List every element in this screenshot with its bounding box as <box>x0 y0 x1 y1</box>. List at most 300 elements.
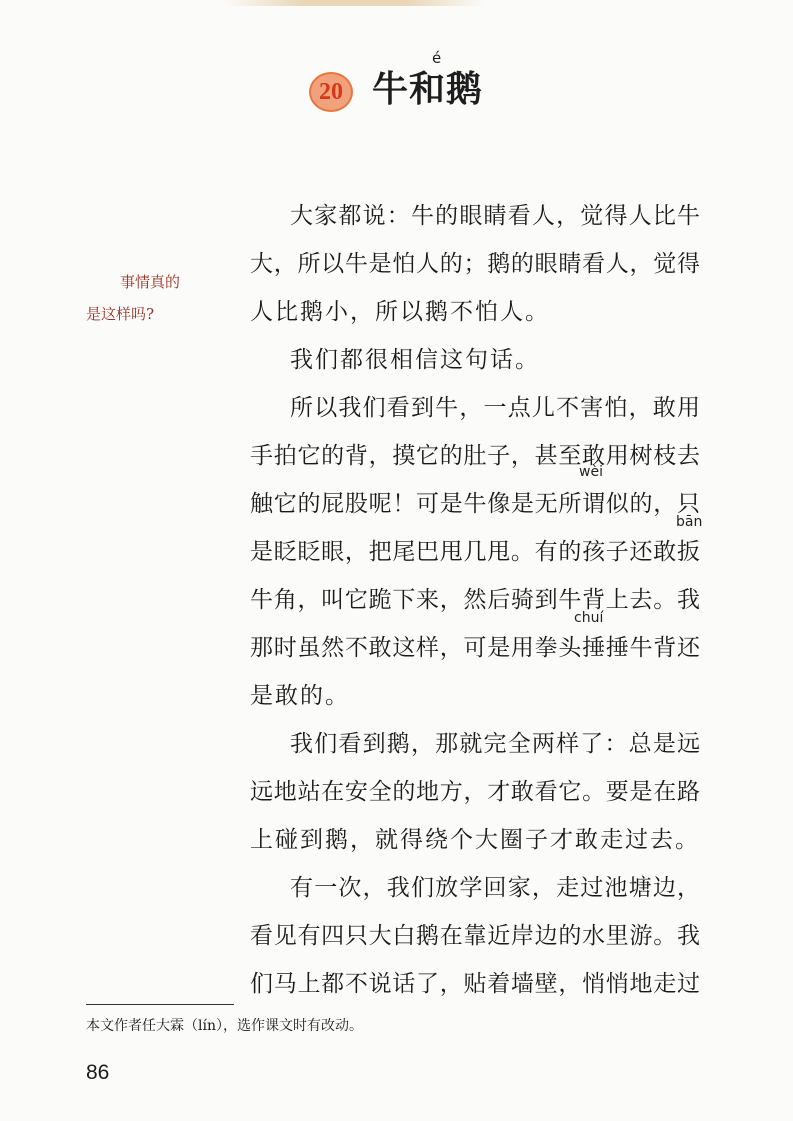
body-char: 后 <box>487 587 511 613</box>
body-char: 敢 <box>653 539 677 565</box>
body-char: 扳 <box>676 539 700 565</box>
body-char: 眼 <box>534 251 558 277</box>
body-char: 背 <box>344 443 368 469</box>
body-char: 的 <box>558 539 582 565</box>
body-char: 那 <box>250 635 273 661</box>
body-char: 里 <box>605 923 629 949</box>
body-char: 去 <box>629 587 653 613</box>
body-char: 有 <box>297 923 321 949</box>
body-char: 鹅 <box>325 827 348 853</box>
body-char: 说 <box>368 971 392 997</box>
pinyin-ban: bān <box>676 514 703 530</box>
body-char: 学 <box>459 875 483 901</box>
lesson-header <box>0 0 793 160</box>
body-char: 边 <box>534 923 558 949</box>
body-char: 到 <box>362 731 386 757</box>
body-char: 背 <box>582 587 606 613</box>
body-char: 游 <box>629 923 653 949</box>
body-char: 这 <box>440 347 463 373</box>
body-char: 把 <box>368 539 392 565</box>
body-char: 是 <box>510 491 534 517</box>
body-char: 得 <box>400 827 423 853</box>
body-char: 牛 <box>344 251 368 277</box>
body-char: 家 <box>314 203 338 229</box>
body-char: 只 <box>344 923 368 949</box>
body-char: 摸 <box>392 443 416 469</box>
body-line <box>250 918 700 954</box>
body-char: 方 <box>439 779 463 805</box>
body-char: 尾 <box>392 539 416 565</box>
body-char: 。 <box>510 539 534 565</box>
body-char: 屁 <box>321 491 345 517</box>
body-char: 回 <box>483 875 507 901</box>
body-char: 才 <box>487 779 511 805</box>
body-char: 叫 <box>321 587 345 613</box>
body-char: ： <box>604 731 628 757</box>
body-char: 走 <box>556 875 580 901</box>
body-char: 大 <box>290 203 313 229</box>
body-char: 家 <box>507 875 531 901</box>
body-char: 去 <box>650 827 673 853</box>
body-char: 远 <box>677 731 700 757</box>
body-char: 上 <box>605 587 629 613</box>
body-char: 是 <box>629 779 653 805</box>
body-char: 是 <box>487 635 511 661</box>
body-char: 看 <box>338 731 362 757</box>
body-char: 敢 <box>510 779 534 805</box>
body-char: 大 <box>250 251 273 277</box>
body-char: 鹅 <box>386 731 410 757</box>
body-char: 句 <box>465 347 488 373</box>
body-char: 呢 <box>368 491 392 517</box>
body-line <box>250 534 700 570</box>
body-char: 小 <box>325 299 348 325</box>
body-char: 是 <box>368 251 392 277</box>
body-char: 全 <box>507 731 531 757</box>
body-char: 看 <box>250 923 273 949</box>
body-char: 地 <box>273 779 297 805</box>
title-pinyin: é <box>432 49 442 67</box>
body-char: 着 <box>487 971 511 997</box>
body-char: 觉 <box>653 251 677 277</box>
body-char: 悄 <box>582 971 606 997</box>
body-char: 白 <box>392 923 416 949</box>
body-char: ， <box>368 443 392 469</box>
body-char: ， <box>653 491 677 517</box>
body-char: ， <box>439 635 463 661</box>
body-char: 样 <box>556 731 580 757</box>
body-char: ， <box>297 587 321 613</box>
body-char: 人 <box>250 299 273 325</box>
body-char: 碰 <box>275 827 298 853</box>
body-char: 鹅 <box>300 299 323 325</box>
body-char: 都 <box>321 971 345 997</box>
body-char: 安 <box>344 779 368 805</box>
body-char: 一 <box>314 875 338 901</box>
body-char: 次 <box>338 875 362 901</box>
body-line <box>250 822 700 858</box>
body-char: 过 <box>625 827 648 853</box>
body-char: 过 <box>676 971 700 997</box>
body-char: 虽 <box>297 635 321 661</box>
body-char: 比 <box>652 203 676 229</box>
body-char: ， <box>362 875 386 901</box>
body-char: 路 <box>676 779 700 805</box>
body-line <box>290 726 700 762</box>
body-char: ， <box>510 443 534 469</box>
body-char: 一 <box>483 395 507 421</box>
body-char: 手 <box>250 443 273 469</box>
body-char: 看 <box>534 779 558 805</box>
body-char: 远 <box>250 779 273 805</box>
body-char: 牛 <box>250 587 273 613</box>
body-char: 看 <box>386 395 410 421</box>
body-char: 它 <box>416 443 440 469</box>
body-char: 近 <box>487 923 511 949</box>
body-char: 以 <box>314 395 338 421</box>
body-char: 话 <box>490 347 513 373</box>
body-char: 不 <box>344 971 368 997</box>
body-char: 上 <box>250 827 273 853</box>
body-char: 谓 <box>582 491 606 517</box>
body-char: 就 <box>375 827 398 853</box>
body-char: 睛 <box>558 251 582 277</box>
body-char: ， <box>556 203 580 229</box>
body-char: 肚 <box>463 443 487 469</box>
body-char: 的 <box>321 443 345 469</box>
body-char: 几 <box>463 539 487 565</box>
body-char: 触 <box>250 491 273 517</box>
body-char: 信 <box>415 347 438 373</box>
body-char: ； <box>463 251 487 277</box>
body-char: 大 <box>475 827 498 853</box>
body-char: 子 <box>487 443 511 469</box>
body-line <box>250 966 700 1002</box>
body-char: 到 <box>300 827 323 853</box>
body-char: 不 <box>556 395 580 421</box>
body-char: 用 <box>605 443 629 469</box>
body-char: 鹅 <box>425 299 448 325</box>
body-char: 地 <box>629 971 653 997</box>
body-char: 牛 <box>558 587 582 613</box>
body-line <box>290 390 700 426</box>
body-char: ： <box>386 203 410 229</box>
margin-note-line-2: 是这样吗? <box>86 305 155 323</box>
body-char: ， <box>531 875 555 901</box>
body-char: 它 <box>344 587 368 613</box>
body-char: 子 <box>605 539 629 565</box>
body-char: 敢 <box>652 395 676 421</box>
body-char: 无 <box>534 491 558 517</box>
body-char: 们 <box>362 395 386 421</box>
body-char: 总 <box>628 731 652 757</box>
body-char: ， <box>558 971 582 997</box>
body-char: 放 <box>435 875 459 901</box>
body-char: 子 <box>525 827 548 853</box>
body-char: 到 <box>410 395 434 421</box>
body-char: 上 <box>297 971 321 997</box>
body-char: 人 <box>500 299 523 325</box>
body-char: 牛 <box>677 203 700 229</box>
body-char: ， <box>628 395 652 421</box>
body-char: 贴 <box>463 971 487 997</box>
body-char: 很 <box>365 347 388 373</box>
body-char: 个 <box>450 827 473 853</box>
body-char: 拍 <box>273 443 297 469</box>
body-char: 所 <box>558 491 582 517</box>
body-char: 可 <box>463 635 487 661</box>
body-char: ， <box>344 539 368 565</box>
body-char: 怕 <box>604 395 628 421</box>
body-line <box>250 438 700 474</box>
body-char: 敢 <box>582 443 606 469</box>
body-char: 觉 <box>580 203 604 229</box>
body-char: 们 <box>410 875 434 901</box>
body-char: 的 <box>558 923 582 949</box>
body-line <box>250 294 700 330</box>
body-char: ， <box>273 251 297 277</box>
body-char: 有 <box>290 875 313 901</box>
body-char: 马 <box>273 971 297 997</box>
body-char: 有 <box>534 539 558 565</box>
body-char: 头 <box>558 635 582 661</box>
body-char: 人 <box>628 203 652 229</box>
body-char: 以 <box>321 251 345 277</box>
body-char: 鹅 <box>487 251 511 277</box>
body-char: 看 <box>582 251 606 277</box>
body-char: 可 <box>416 491 440 517</box>
body-char: 敢 <box>368 635 392 661</box>
body-char: 跪 <box>368 587 392 613</box>
body-char: 大 <box>368 923 392 949</box>
body-line <box>250 630 700 666</box>
body-char: ， <box>439 587 463 613</box>
body-char: 点 <box>507 395 531 421</box>
body-char: 的 <box>392 779 416 805</box>
body-char: 壁 <box>534 971 558 997</box>
body-line <box>250 582 700 618</box>
body-char: 到 <box>534 587 558 613</box>
body-char: 说 <box>362 203 386 229</box>
body-char: 样 <box>416 635 440 661</box>
body-char: 。 <box>653 923 677 949</box>
body-line <box>290 342 700 378</box>
body-char: 我 <box>338 395 362 421</box>
body-char: 甩 <box>439 539 463 565</box>
body-char: 要 <box>605 779 629 805</box>
body-char: 岸 <box>510 923 534 949</box>
body-char: 用 <box>510 635 534 661</box>
body-char: 用 <box>677 395 700 421</box>
body-line <box>250 678 700 714</box>
body-char: 过 <box>580 875 604 901</box>
body-char: 像 <box>487 491 511 517</box>
body-char: 人 <box>531 203 555 229</box>
body-char: ， <box>350 299 373 325</box>
body-char: 眼 <box>321 539 345 565</box>
body-char: 枝 <box>653 443 677 469</box>
body-char: 我 <box>676 923 700 949</box>
body-char: 不 <box>344 635 368 661</box>
body-char: 全 <box>368 779 392 805</box>
body-char: 水 <box>582 923 606 949</box>
body-char: 眨 <box>273 539 297 565</box>
body-char: 我 <box>676 587 700 613</box>
body-char: 只 <box>676 491 700 517</box>
body-char: 的 <box>510 251 534 277</box>
body-char: 走 <box>653 971 677 997</box>
body-char: 我 <box>386 875 410 901</box>
body-char: 牛 <box>435 395 459 421</box>
body-char: 靠 <box>463 923 487 949</box>
body-char: 然 <box>463 587 487 613</box>
body-char: ， <box>410 731 434 757</box>
body-char: 绕 <box>425 827 448 853</box>
body-char: 害 <box>580 395 604 421</box>
body-char: 捶 <box>605 635 629 661</box>
body-char: ， <box>629 251 653 277</box>
body-char: 。 <box>675 827 698 853</box>
body-char: 四 <box>321 923 345 949</box>
body-char: 背 <box>653 635 677 661</box>
body-char: 甩 <box>487 539 511 565</box>
body-char: 是 <box>250 539 273 565</box>
body-char: 的 <box>439 443 463 469</box>
body-char: 去 <box>676 443 700 469</box>
body-char: 所 <box>290 395 313 421</box>
body-line <box>250 774 700 810</box>
body-char: 是 <box>439 491 463 517</box>
body-char: 人 <box>416 251 440 277</box>
body-char: 怕 <box>475 299 498 325</box>
body-char: 儿 <box>531 395 555 421</box>
body-char: 它 <box>297 443 321 469</box>
body-char: 站 <box>297 779 321 805</box>
body-char: 骑 <box>510 587 534 613</box>
body-char: 所 <box>297 251 321 277</box>
body-char: 下 <box>392 587 416 613</box>
body-line <box>250 486 700 522</box>
body-char: ， <box>677 875 700 901</box>
lesson-number-badge: 20 <box>309 72 353 112</box>
lesson-title: 牛和鹅 <box>372 69 484 110</box>
body-char: 然 <box>321 635 345 661</box>
body-char: 就 <box>459 731 483 757</box>
body-char: 的 <box>297 491 321 517</box>
body-char: 完 <box>483 731 507 757</box>
body-char: 睛 <box>483 203 507 229</box>
margin-note-line-1: 事情真的 <box>120 273 181 291</box>
body-char: 比 <box>275 299 298 325</box>
body-char: 的 <box>435 203 459 229</box>
body-char: 。 <box>653 587 677 613</box>
body-char: 还 <box>629 539 653 565</box>
body-char: 悄 <box>605 971 629 997</box>
body-char: 拳 <box>534 635 558 661</box>
body-char: 捶 <box>582 635 606 661</box>
body-char: 眼 <box>459 203 483 229</box>
body-char: 是 <box>250 683 273 709</box>
body-char: 敢 <box>575 827 598 853</box>
body-char: 树 <box>629 443 653 469</box>
body-char: 池 <box>604 875 628 901</box>
body-char: ， <box>459 395 483 421</box>
footnote: 本文作者任大霖（lín），选作课文时有改动。 <box>86 1018 363 1034</box>
body-char: 人 <box>605 251 629 277</box>
body-char: 孩 <box>582 539 606 565</box>
body-char: 看 <box>507 203 531 229</box>
body-char: 来 <box>416 587 440 613</box>
body-char: 。 <box>325 683 348 709</box>
body-char: 我 <box>290 347 313 373</box>
body-char: 们 <box>314 731 338 757</box>
pinyin-wei: wèi <box>579 464 603 480</box>
body-char: 相 <box>390 347 413 373</box>
body-char: 两 <box>531 731 555 757</box>
body-char: 牛 <box>463 491 487 517</box>
body-char: 它 <box>558 779 582 805</box>
body-char: 怕 <box>392 251 416 277</box>
body-char: 至 <box>558 443 582 469</box>
body-char: 角 <box>273 587 297 613</box>
body-char: 。 <box>582 779 606 805</box>
body-char: 走 <box>600 827 623 853</box>
body-char: 时 <box>273 635 297 661</box>
body-char: 塘 <box>628 875 652 901</box>
body-char: ！ <box>392 491 416 517</box>
body-char: 眨 <box>297 539 321 565</box>
page-number: 86 <box>86 1061 110 1084</box>
body-char: 的 <box>300 683 323 709</box>
body-char: 所 <box>375 299 398 325</box>
body-char: 牛 <box>629 635 653 661</box>
body-char: 了 <box>416 971 440 997</box>
body-char: ， <box>439 971 463 997</box>
body-char: 这 <box>392 635 416 661</box>
body-char: 是 <box>652 731 676 757</box>
body-char: 。 <box>515 347 538 373</box>
body-char: 我 <box>290 731 313 757</box>
body-char: 话 <box>392 971 416 997</box>
body-char: 们 <box>315 347 338 373</box>
body-char: 都 <box>340 347 363 373</box>
body-line <box>290 870 700 906</box>
body-char: 牛 <box>410 203 434 229</box>
body-char: 们 <box>250 971 273 997</box>
body-char: 在 <box>439 923 463 949</box>
body-char: 股 <box>344 491 368 517</box>
body-char: 以 <box>400 299 423 325</box>
body-char: 在 <box>321 779 345 805</box>
body-char: ， <box>463 779 487 805</box>
footnote-divider <box>86 1004 234 1005</box>
body-char: 不 <box>450 299 473 325</box>
body-char: 的 <box>629 491 653 517</box>
body-char: 鹅 <box>416 923 440 949</box>
body-char: 地 <box>416 779 440 805</box>
pinyin-chui: chuí <box>574 610 604 626</box>
body-char: ， <box>350 827 373 853</box>
body-char: 那 <box>435 731 459 757</box>
body-char: 还 <box>676 635 700 661</box>
body-char: 得 <box>604 203 628 229</box>
body-char: 甚 <box>534 443 558 469</box>
body-char: 才 <box>550 827 573 853</box>
body-char: 。 <box>525 299 548 325</box>
body-char: 它 <box>273 491 297 517</box>
body-char: 敢 <box>275 683 298 709</box>
body-char: 圈 <box>500 827 523 853</box>
